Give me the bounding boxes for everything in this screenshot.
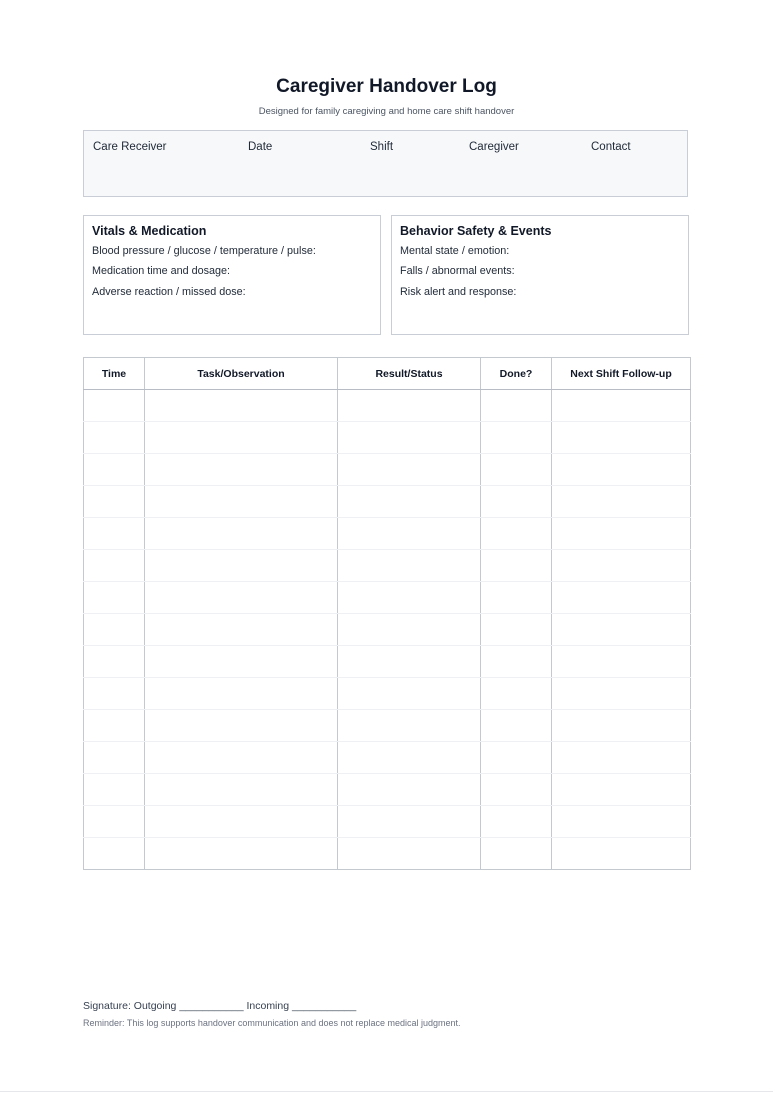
done-cell[interactable] (481, 806, 552, 838)
behavior-panel-title: Behavior Safety & Events (400, 224, 552, 238)
task-observation-cell[interactable] (145, 806, 338, 838)
follow-up-cell[interactable] (552, 838, 691, 870)
reminder-note: Reminder: This log supports handover communication and does not replace medical judgment. (83, 1018, 461, 1028)
handover-log-table (83, 357, 691, 870)
table-body (84, 390, 691, 870)
result-status-cell[interactable] (338, 646, 481, 678)
task-observation-cell[interactable] (145, 646, 338, 678)
result-status-cell[interactable] (338, 550, 481, 582)
page-bottom-divider (0, 1091, 773, 1092)
table-row (84, 646, 691, 678)
done-cell[interactable] (481, 710, 552, 742)
result-status-cell[interactable] (338, 710, 481, 742)
table-row (84, 710, 691, 742)
follow-up-cell[interactable] (552, 390, 691, 422)
time-cell[interactable] (84, 486, 145, 518)
task-observation-cell[interactable] (145, 678, 338, 710)
task-observation-cell[interactable] (145, 518, 338, 550)
follow-up-cell[interactable] (552, 710, 691, 742)
done-cell[interactable] (481, 486, 552, 518)
time-cell[interactable] (84, 710, 145, 742)
follow-up-cell[interactable] (552, 422, 691, 454)
time-cell[interactable] (84, 614, 145, 646)
table-row (84, 678, 691, 710)
task-observation-cell[interactable] (145, 774, 338, 806)
contact-field[interactable]: Contact (591, 141, 631, 153)
table-row (84, 390, 691, 422)
table-row (84, 454, 691, 486)
care-receiver-field[interactable]: Care Receiver (93, 141, 167, 153)
follow-up-cell[interactable] (552, 550, 691, 582)
time-cell[interactable] (84, 742, 145, 774)
time-cell[interactable] (84, 422, 145, 454)
task-observation-cell[interactable] (145, 710, 338, 742)
column-header-done: Done? (481, 358, 552, 390)
follow-up-cell[interactable] (552, 614, 691, 646)
done-cell[interactable] (481, 774, 552, 806)
table-row (84, 774, 691, 806)
time-cell[interactable] (84, 678, 145, 710)
follow-up-cell[interactable] (552, 806, 691, 838)
result-status-cell[interactable] (338, 806, 481, 838)
time-cell[interactable] (84, 454, 145, 486)
follow-up-cell[interactable] (552, 518, 691, 550)
time-cell[interactable] (84, 838, 145, 870)
follow-up-cell[interactable] (552, 646, 691, 678)
table-row (84, 486, 691, 518)
vitals-line-medication[interactable]: Medication time and dosage: (92, 265, 231, 277)
follow-up-cell[interactable] (552, 582, 691, 614)
behavior-line-mental-state[interactable]: Mental state / emotion: (400, 245, 510, 257)
time-cell[interactable] (84, 390, 145, 422)
table-header-row (84, 358, 691, 390)
table-row (84, 582, 691, 614)
result-status-cell[interactable] (338, 678, 481, 710)
time-cell[interactable] (84, 582, 145, 614)
document-subtitle: Designed for family caregiving and home care shift handover (258, 106, 515, 117)
info-fields-box (83, 130, 688, 197)
caregiver-field[interactable]: Caregiver (469, 141, 519, 153)
follow-up-cell[interactable] (552, 454, 691, 486)
column-header-result-status: Result/Status (338, 358, 481, 390)
behavior-line-falls[interactable]: Falls / abnormal events: (400, 265, 515, 277)
done-cell[interactable] (481, 646, 552, 678)
vitals-line-adverse-reaction[interactable]: Adverse reaction / missed dose: (92, 286, 246, 298)
result-status-cell[interactable] (338, 486, 481, 518)
result-status-cell[interactable] (338, 742, 481, 774)
vitals-panel-title: Vitals & Medication (92, 224, 207, 238)
vitals-medication-panel (83, 215, 381, 335)
time-cell[interactable] (84, 646, 145, 678)
task-observation-cell[interactable] (145, 422, 338, 454)
result-status-cell[interactable] (338, 774, 481, 806)
vitals-line-readings[interactable]: Blood pressure / glucose / temperature / pulse: (92, 245, 316, 257)
task-observation-cell[interactable] (145, 486, 338, 518)
done-cell[interactable] (481, 838, 552, 870)
shift-field[interactable]: Shift (370, 141, 394, 153)
result-status-cell[interactable] (338, 582, 481, 614)
column-header-time: Time (84, 358, 145, 390)
task-observation-cell[interactable] (145, 742, 338, 774)
table-row (84, 838, 691, 870)
result-status-cell[interactable] (338, 838, 481, 870)
done-cell[interactable] (481, 742, 552, 774)
time-cell[interactable] (84, 806, 145, 838)
time-cell[interactable] (84, 550, 145, 582)
follow-up-cell[interactable] (552, 678, 691, 710)
column-header-next-shift-follow-up: Next Shift Follow-up (552, 358, 691, 390)
follow-up-cell[interactable] (552, 774, 691, 806)
task-observation-cell[interactable] (145, 614, 338, 646)
done-cell[interactable] (481, 582, 552, 614)
done-cell[interactable] (481, 422, 552, 454)
done-cell[interactable] (481, 550, 552, 582)
time-cell[interactable] (84, 774, 145, 806)
done-cell[interactable] (481, 518, 552, 550)
result-status-cell[interactable] (338, 614, 481, 646)
table-row (84, 614, 691, 646)
column-header-task-observation: Task/Observation (145, 358, 338, 390)
done-cell[interactable] (481, 614, 552, 646)
follow-up-cell[interactable] (552, 742, 691, 774)
result-status-cell[interactable] (338, 390, 481, 422)
document-title: Caregiver Handover Log (276, 76, 497, 97)
result-status-cell[interactable] (338, 454, 481, 486)
table-row (84, 550, 691, 582)
task-observation-cell[interactable] (145, 390, 338, 422)
done-cell[interactable] (481, 678, 552, 710)
done-cell[interactable] (481, 390, 552, 422)
signature-line[interactable]: Signature: Outgoing ___________ Incoming ___________ (83, 1000, 357, 1012)
time-cell[interactable] (84, 518, 145, 550)
result-status-cell[interactable] (338, 422, 481, 454)
table-row (84, 806, 691, 838)
task-observation-cell[interactable] (145, 550, 338, 582)
table-row (84, 518, 691, 550)
behavior-safety-panel (391, 215, 689, 335)
table-row (84, 742, 691, 774)
behavior-line-risk-alert[interactable]: Risk alert and response: (400, 286, 517, 298)
task-observation-cell[interactable] (145, 582, 338, 614)
follow-up-cell[interactable] (552, 486, 691, 518)
done-cell[interactable] (481, 454, 552, 486)
result-status-cell[interactable] (338, 518, 481, 550)
task-observation-cell[interactable] (145, 454, 338, 486)
date-field[interactable]: Date (248, 141, 273, 153)
table-row (84, 422, 691, 454)
task-observation-cell[interactable] (145, 838, 338, 870)
